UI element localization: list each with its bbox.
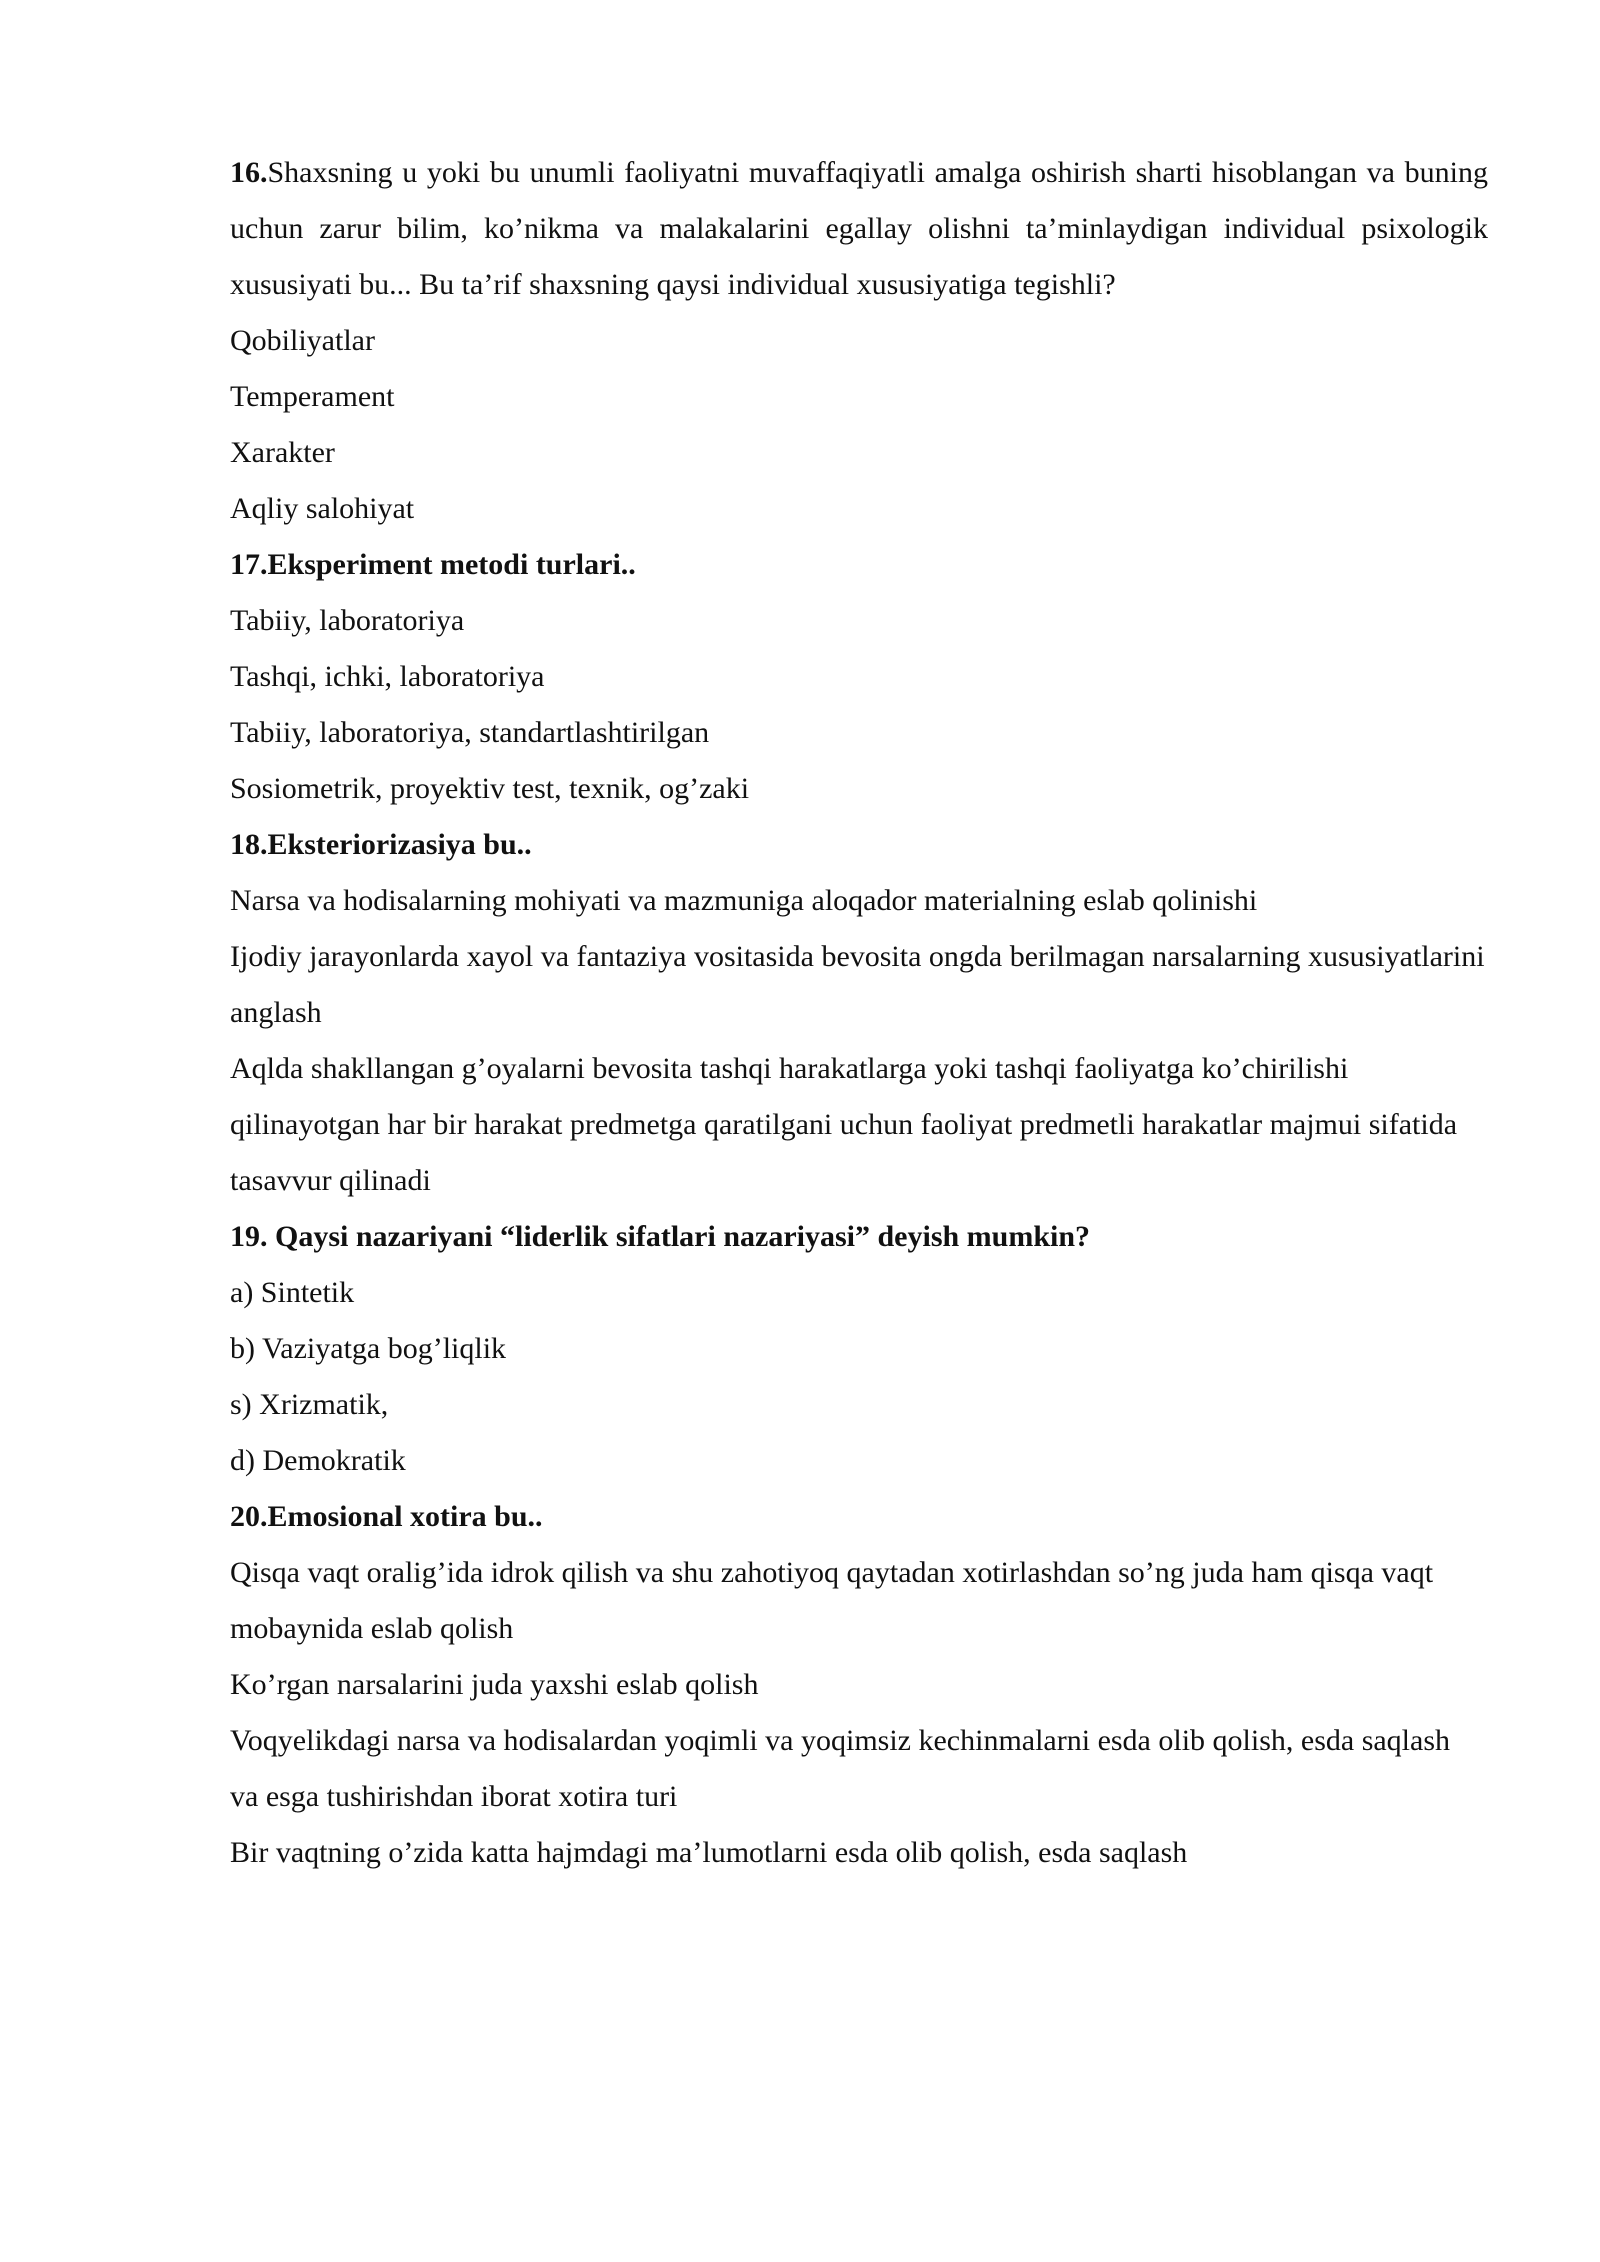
question-19-option-d: d) Demokratik — [230, 1444, 406, 1477]
question-17-option-2: Tashqi, ichki, laboratoriya — [230, 660, 545, 693]
question-17-option-1: Tabiiy, laboratoriya — [230, 604, 465, 637]
question-16-option-3: Xarakter — [230, 436, 335, 469]
question-19-option-a: a) Sintetik — [230, 1276, 355, 1309]
question-19-option-b: b) Vaziyatga bog’liqlik — [230, 1332, 507, 1365]
question-20-option-2: Ko’rgan narsalarini juda yaxshi eslab qolish — [230, 1668, 759, 1701]
question-19-title: 19. Qaysi nazariyani “liderlik sifatlari nazariyasi” deyish mumkin? — [230, 1220, 1091, 1253]
question-19-option-s: s) Xrizmatik, — [230, 1388, 389, 1421]
question-18-option-2: Ijodiy jarayonlarda xayol va fantaziya vositasida bevosita ongda berilmagan narsalarning xususiyatlarini anglash — [230, 940, 1485, 1029]
question-18-option-1: Narsa va hodisalarning mohiyati va mazmuniga aloqador materialning eslab qolinishi — [230, 884, 1258, 917]
question-16-option-1: Qobiliyatlar — [230, 324, 375, 357]
question-16-number: 16. — [230, 156, 268, 189]
document-page — [230, 145, 1488, 1881]
question-18-option-3: Aqlda shakllangan g’oyalarni bevosita tashqi harakatlarga yoki tashqi faoliyatga ko’chirilishi qilinayotgan har bir harakat predmetga qaratilgani uchun faoliyat predmetli harakatlar majmui sifatida tasavvur qilinadi — [230, 1052, 1458, 1197]
question-17-option-3: Tabiiy, laboratoriya, standartlashtirilgan — [230, 716, 710, 749]
question-20-option-4: Bir vaqtning o’zida katta hajmdagi ma’lumotlarni esda olib qolish, esda saqlash — [230, 1836, 1188, 1869]
question-16-option-2: Temperament — [230, 380, 395, 413]
question-18-title: 18.Eksteriorizasiya bu.. — [230, 828, 532, 861]
question-20-option-3: Voqyelikdagi narsa va hodisalardan yoqimli va yoqimsiz kechinmalarni esda olib qolish, esda saqlash va esga tushirishdan iborat xotira turi — [230, 1724, 1451, 1813]
question-16-option-4: Aqliy salohiyat — [230, 492, 415, 525]
question-17-option-4: Sosiometrik, proyektiv test, texnik, og’zaki — [230, 772, 750, 805]
question-16-text: Shaxsning u yoki bu unumli faoliyatni muvaffaqiyatli amalga oshirish sharti hisoblangan va buning uchun zarur bilim, ko’nikma va malakalarini egallay olishni ta’minlaydigan individual psixologik xususiyati bu... Bu ta’rif shaxsning qaysi individual xususiyatiga tegishli? — [230, 156, 1488, 301]
question-20-title: 20.Emosional xotira bu.. — [230, 1500, 543, 1533]
question-20-option-1: Qisqa vaqt oralig’ida idrok qilish va shu zahotiyoq qaytadan xotirlashdan so’ng juda ham qisqa vaqt mobaynida eslab qolish — [230, 1556, 1434, 1645]
question-16 — [230, 145, 1488, 313]
question-17-title: 17.Eksperiment metodi turlari.. — [230, 548, 636, 581]
